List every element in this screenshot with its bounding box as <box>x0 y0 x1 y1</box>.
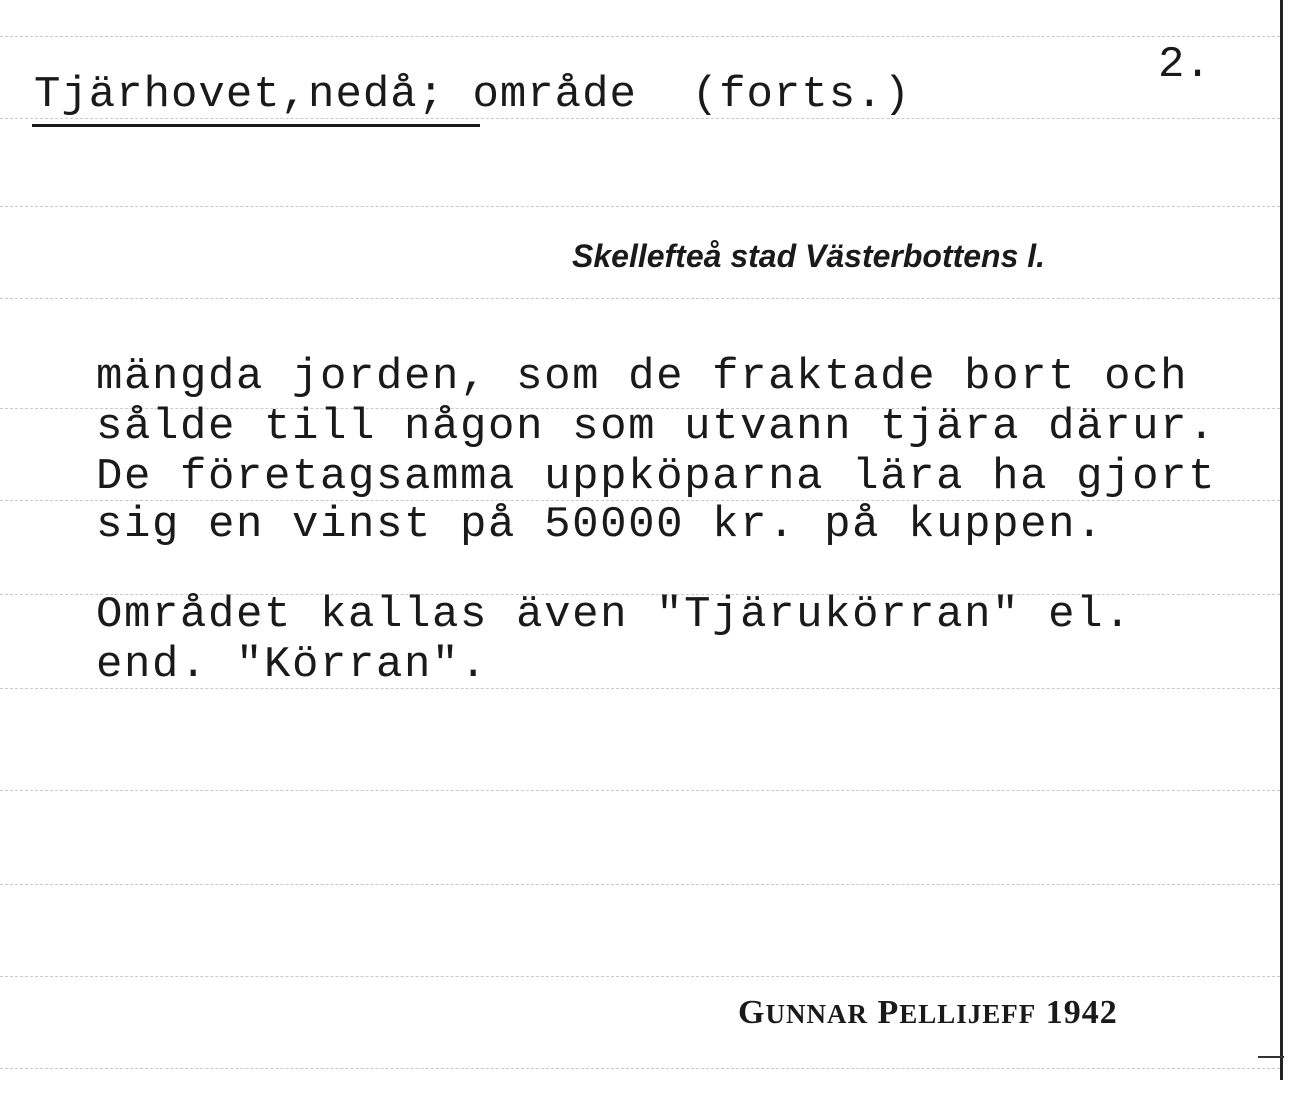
card-title: Tjärhovet,nedå; område (forts.) <box>34 70 911 120</box>
card-rule <box>0 36 1280 37</box>
signature-last-rest: ELLIJEFF <box>899 999 1037 1029</box>
card-rule <box>0 298 1280 299</box>
signature-first-rest: UNNAR <box>765 999 868 1029</box>
place-stamp: Skellefteå stad Västerbottens l. <box>572 238 1046 274</box>
page-number: 2. <box>1158 40 1211 90</box>
card-rule <box>0 976 1280 977</box>
card-rule <box>0 206 1280 207</box>
body-line-2: sålde till någon som utvann tjära därur. <box>96 402 1217 452</box>
card-right-edge <box>1280 0 1283 1080</box>
signature-first-initial: G <box>738 994 766 1031</box>
signature-stamp <box>738 994 1118 1032</box>
signature-last-initial: P <box>877 994 900 1031</box>
title-underline <box>32 124 480 127</box>
signature-year: 1942 <box>1045 994 1118 1031</box>
body-line-4: sig en vinst på 50000 kr. på kuppen. <box>96 500 1105 550</box>
body-line-5: Området kallas även "Tjärukörran" el. <box>96 590 1133 640</box>
body-line-6: end. "Körran". <box>96 640 489 690</box>
body-line-3: De företagsamma uppköparna lära ha gjort <box>96 452 1217 502</box>
card-rule <box>0 1068 1280 1069</box>
card-rule <box>0 790 1280 791</box>
card-edge-mark <box>1258 1056 1284 1058</box>
body-line-1: mängda jorden, som de fraktade bort och <box>96 352 1189 402</box>
card-rule <box>0 884 1280 885</box>
